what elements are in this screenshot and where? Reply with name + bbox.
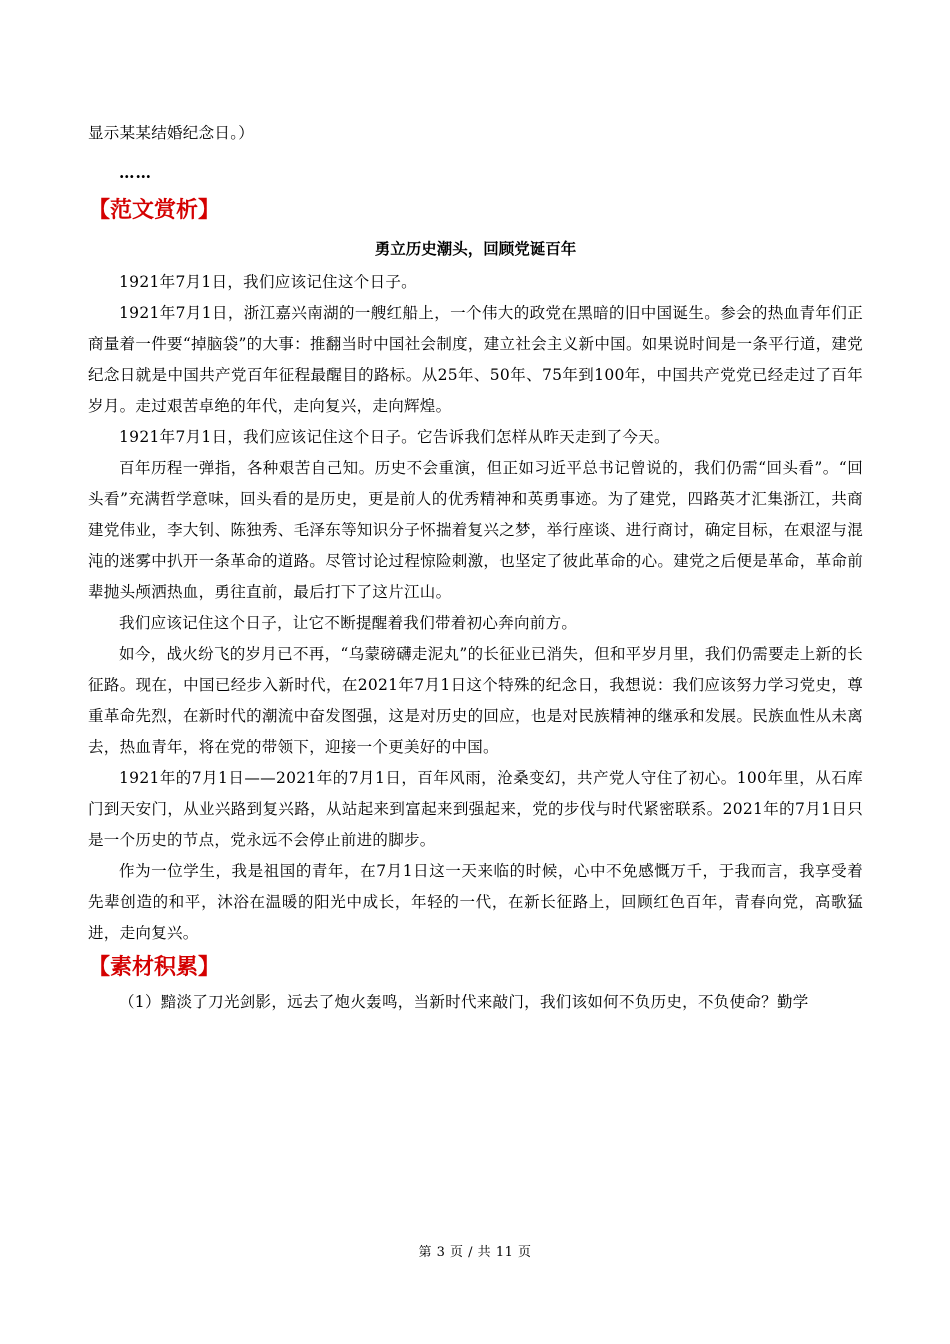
intro-ellipsis: …… [119,163,152,182]
page-number-footer: 第 3 页 / 共 11 页 [418,1245,532,1260]
model-essay-heading: 【范文赏析】 [88,198,221,223]
intro-tail-text: 显示某某结婚纪念日。） [88,124,255,142]
essay-paragraph: 我们应该记住这个日子，让它不断提醒着我们带着初心奔向前方。 [119,614,578,632]
material-item: （1）黯淡了刀光剑影，远去了炮火轰鸣，当新时代来敲门，我们该如何不负历史，不负使命？勤学 [119,993,809,1011]
essay-paragraph: 如今，战火纷飞的岁月已不再，“乌蒙磅礴走泥丸”的长征业已消失，但和平岁月里，我们仍需要走上新的长征路。现在，中国已经步入新时代，在2021年7月1日这个特殊的纪念日，我想说：我们应该努力学习党史，尊重革命先烈，在新时代的潮流中奋发图强，这是对历史的回应，也是对民族精神的继承和发展。民族血性从未离去，热血青年，将在党的带领下，迎接一个更美好的中国。 [88,645,863,756]
essay-paragraph: 1921年7月1日，我们应该记住这个日子。它告诉我们怎样从昨天走到了今天。 [119,428,670,446]
essay-paragraph: 1921年的7月1日——2021年的7月1日，百年风雨，沧桑变幻，共产党人守住了初心。100年里，从石库门到天安门，从业兴路到复兴路，从站起来到富起来到强起来，党的步伐与时代紧密联系。2021年的7月1日只是一个历史的节点，党永远不会停止前进的脚步。 [88,769,863,849]
page-content [88,118,863,1018]
essay-title: 勇立历史潮头，回顾党诞百年 [374,240,577,258]
essay-paragraph: 1921年7月1日，浙江嘉兴南湖的一艘红船上，一个伟大的政党在黑暗的旧中国诞生。参会的热血青年们正商量着一件要“掉脑袋”的大事：推翻当时中国社会制度，建立社会主义新中国。如果说时间是一条平行道，建党纪念日就是中国共产党百年征程最醒目的路标。从25年、50年、75年到100年，中国共产党党已经走过了百年岁月。走过艰苦卓绝的年代，走向复兴，走向辉煌。 [88,304,863,415]
essay-paragraph: 百年历程一弹指，各种艰苦自己知。历史不会重演，但正如习近平总书记曾说的，我们仍需“回头看”。“回头看”充满哲学意味，回头看的是历史，更是前人的优秀精神和英勇事迹。为了建党，四路英才汇集浙江，共商建党伟业，李大钊、陈独秀、毛泽东等知识分子怀揣着复兴之梦，举行座谈、进行商讨，确定目标，在艰涩与混沌的迷雾中扒开一条革命的道路。尽管讨论过程惊险刺激，也坚定了彼此革命的心。建党之后便是革命，革命前辈抛头颅洒热血，勇往直前，最后打下了这片江山。 [88,459,863,601]
essay-paragraph: 作为一位学生，我是祖国的青年，在7月1日这一天来临的时候，心中不免感慨万千，于我而言，我享受着先辈创造的和平，沐浴在温暖的阳光中成长，年轻的一代，在新长征路上，回顾红色百年，青春向党，高歌猛进，走向复兴。 [88,862,863,942]
materials-heading: 【素材积累】 [88,955,221,980]
essay-paragraph: 1921年7月1日，我们应该记住这个日子。 [119,273,417,291]
